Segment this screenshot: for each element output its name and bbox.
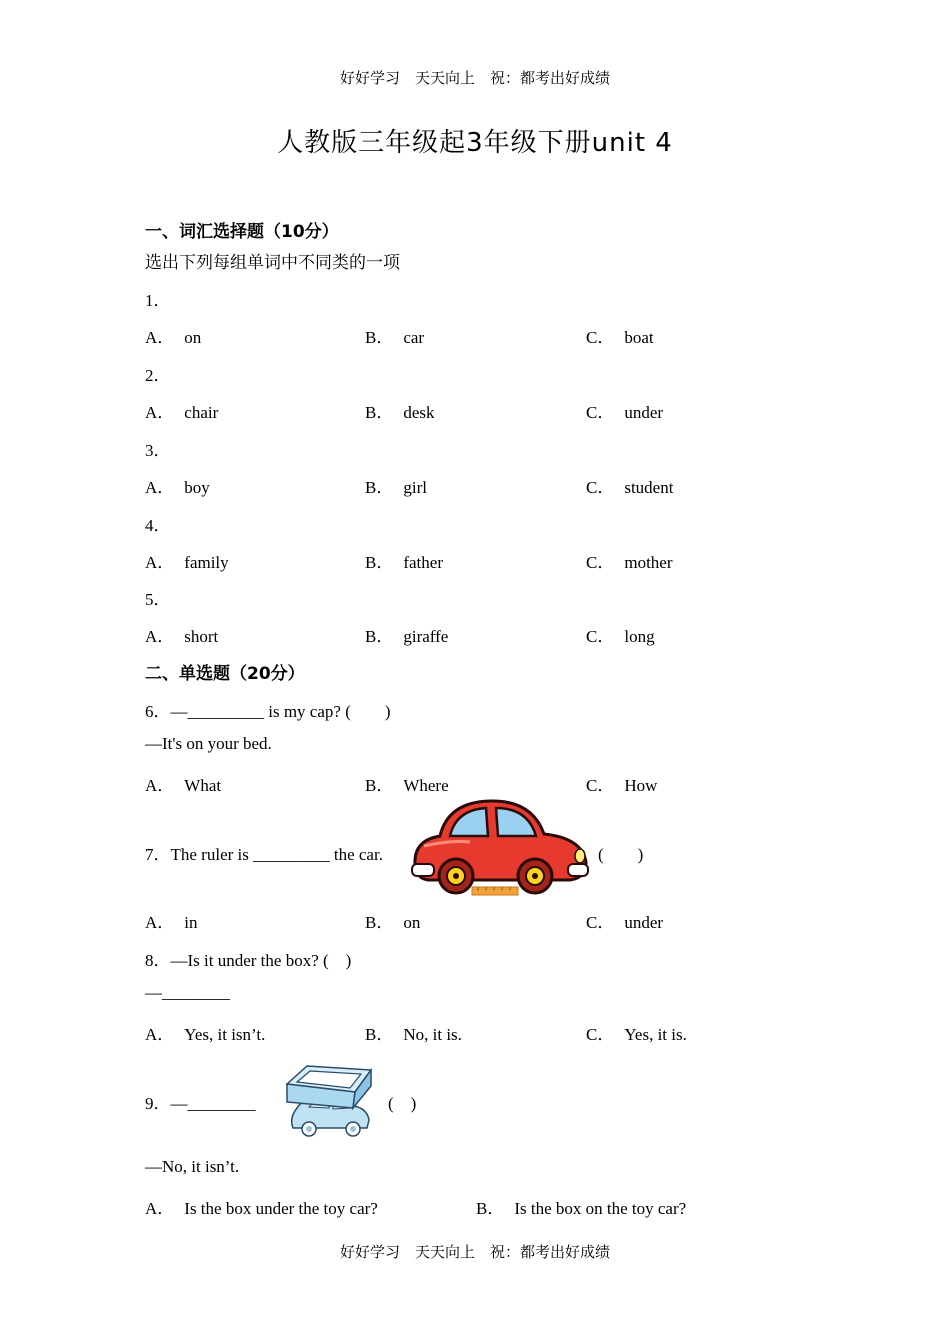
option-label: B． (476, 1199, 505, 1218)
option-text: boy (184, 478, 210, 497)
option-text: on (403, 913, 421, 932)
option-label: B． (365, 478, 394, 497)
question-6-answer-line: —It's on your bed. (145, 734, 272, 753)
option-label: B． (365, 776, 394, 795)
option-text: Is the box under the toy car? (184, 1199, 378, 1218)
option-label: C． (586, 403, 615, 422)
option-text: Where (403, 776, 449, 795)
option-label: C． (586, 328, 615, 347)
option-label: B． (365, 627, 394, 646)
option-text: No, it is. (403, 1025, 462, 1044)
box-on-car-image (283, 1062, 375, 1142)
option-label: C． (586, 776, 615, 795)
option-label: C． (586, 478, 615, 497)
option-text: family (184, 553, 229, 572)
option-text: desk (403, 403, 435, 422)
option-c[interactable] (586, 1020, 687, 1045)
option-label: A． (145, 627, 175, 646)
option-text: giraffe (403, 627, 449, 646)
option-text: under (624, 913, 664, 932)
option-b[interactable] (476, 1194, 686, 1219)
option-label: B． (365, 553, 394, 572)
option-a[interactable] (145, 323, 201, 348)
option-text: short (184, 627, 219, 646)
option-text: in (184, 913, 198, 932)
option-a[interactable] (145, 548, 229, 573)
question-8-answer-line: —________ (145, 983, 230, 1002)
question-8-stem: 8．—Is it under the box? ( ) (145, 951, 352, 970)
option-b[interactable] (365, 1020, 462, 1045)
option-b[interactable] (365, 323, 424, 348)
option-b[interactable] (365, 548, 443, 573)
red-car-image (410, 798, 590, 900)
option-label: A． (145, 1199, 175, 1218)
option-label: A． (145, 1025, 175, 1044)
question-number: 1． (145, 291, 171, 310)
option-label: A． (145, 553, 175, 572)
option-label: A． (145, 328, 175, 347)
option-text: girl (403, 478, 427, 497)
option-text: under (624, 403, 664, 422)
option-text: student (624, 478, 674, 497)
option-a[interactable] (145, 1194, 378, 1219)
option-label: C． (586, 627, 615, 646)
option-text: Yes, it is. (624, 1025, 687, 1044)
option-text: Yes, it isn’t. (184, 1025, 266, 1044)
option-b[interactable] (365, 771, 449, 796)
option-b[interactable] (365, 622, 448, 647)
section-1-instruction: 选出下列每组单词中不同类的一项 (145, 253, 400, 273)
page-footer: 好好学习 天天向上 祝：都考出好成绩 (339, 1243, 610, 1261)
option-text: long (624, 627, 655, 646)
option-a[interactable] (145, 398, 218, 423)
option-a[interactable] (145, 1020, 265, 1045)
option-b[interactable] (365, 908, 420, 933)
option-c[interactable] (586, 398, 663, 423)
option-text: car (403, 328, 425, 347)
option-a[interactable] (145, 908, 198, 933)
option-a[interactable] (145, 622, 218, 647)
option-c[interactable] (586, 548, 673, 573)
page-header: 好好学习 天天向上 祝：都考出好成绩 (339, 69, 610, 87)
option-label: A． (145, 478, 175, 497)
option-text: boat (624, 328, 654, 347)
option-a[interactable] (145, 473, 210, 498)
option-c[interactable] (586, 622, 655, 647)
document-title: 人教版三年级起3年级下册unit 4 (277, 128, 673, 158)
option-label: B． (365, 913, 394, 932)
section-2-heading: 二、单选题（20分） (145, 664, 305, 684)
option-label: A． (145, 403, 175, 422)
option-text: How (624, 776, 658, 795)
section-1-heading: 一、词汇选择题（10分） (145, 222, 339, 242)
option-label: B． (365, 1025, 394, 1044)
option-b[interactable] (365, 398, 435, 423)
option-c[interactable] (586, 323, 654, 348)
option-text: chair (184, 403, 219, 422)
option-label: A． (145, 913, 175, 932)
option-c[interactable] (586, 473, 673, 498)
option-label: A． (145, 776, 175, 795)
option-text: What (184, 776, 222, 795)
option-text: Is the box on the toy car? (514, 1199, 687, 1218)
question-7-stem: 7．The ruler is _________ the car. (145, 845, 383, 864)
option-b[interactable] (365, 473, 427, 498)
question-number: 5． (145, 590, 171, 609)
option-c[interactable] (586, 771, 657, 796)
option-label: B． (365, 328, 394, 347)
option-label: C． (586, 913, 615, 932)
option-c[interactable] (586, 908, 663, 933)
option-label: C． (586, 553, 615, 572)
option-text: on (184, 328, 202, 347)
option-text: father (403, 553, 443, 572)
question-6-stem: 6．—_________ is my cap? ( ) (145, 702, 391, 721)
question-number: 3． (145, 441, 171, 460)
option-label: B． (365, 403, 394, 422)
question-number: 4． (145, 516, 171, 535)
answer-parentheses: ( ) (388, 1094, 417, 1113)
option-text: mother (624, 553, 673, 572)
option-a[interactable] (145, 771, 221, 796)
answer-parentheses: ( ) (598, 845, 644, 864)
option-label: C． (586, 1025, 615, 1044)
question-number: 2． (145, 366, 171, 385)
question-9-stem: 9．—________ (145, 1094, 256, 1113)
question-9-answer-line: —No, it isn’t. (145, 1157, 240, 1176)
